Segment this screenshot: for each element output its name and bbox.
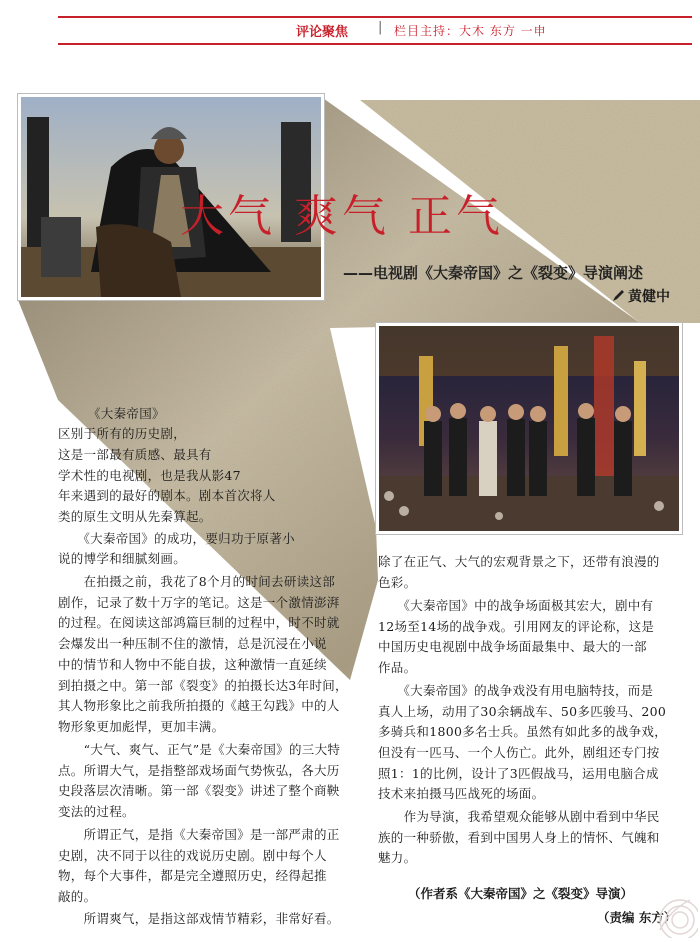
paragraph-line: 物，每个大事件，都是完全遵照历史，经得起推: [58, 868, 327, 883]
paragraph-line: 区别于所有的历史剧，: [58, 426, 187, 441]
paragraph-line: 《大秦帝国》: [88, 406, 165, 421]
paragraph-line: 除了在正气、大气的宏观背景之下，还带有浪漫的: [378, 554, 660, 569]
paragraph-line: 变法的过程。: [58, 804, 135, 819]
editor-note: （责编 东方）: [597, 910, 677, 925]
paragraph-line: 史剧，决不同于以往的戏说历史剧。剧中每个人: [58, 848, 327, 863]
paragraph-line: 其人物形象比之前我所拍摄的《越王勾践》中的人: [58, 698, 340, 713]
paragraph-line: 所谓正气，是指《大秦帝国》是一部严肃的正: [58, 827, 340, 842]
paragraph-line: 点。所谓大气，是指整部戏场面气势恢弘，各大历: [58, 763, 340, 778]
paragraph-line: 物形象更加彪悍，更加丰满。: [58, 719, 225, 734]
paragraph-line: 《大秦帝国》中的战争场面极其宏大，剧中有: [378, 598, 654, 613]
column-hosts: 栏目主持：大木 东方 一申: [394, 24, 547, 38]
author-note: （作者系《大秦帝国》之《裂变》导演）: [408, 886, 634, 901]
paragraph-line: 族的一种骄傲，看到中国男人身上的情怀、气魄和: [378, 830, 660, 845]
paragraph-line: 12场至14场的战争戏。引用网友的评论称，这是: [378, 619, 655, 634]
author-name: 黄健中: [628, 289, 670, 305]
paragraph-line: 的过程。在阅读这部鸿篇巨制的过程中，时不时就: [58, 615, 340, 630]
paragraph-line: 在拍摄之前，我花了8个月的时间去研读这部: [58, 574, 336, 589]
article-subtitle: ——电视剧《大秦帝国》之《裂变》导演阐述: [343, 264, 644, 282]
paragraph-line: 色彩。: [378, 575, 417, 590]
paragraph-line: 《大秦帝国》的战争戏没有用电脑特技，而是: [378, 683, 654, 698]
paragraph-line: 照1：1的比例，设计了3匹假战马，运用电脑合成: [378, 766, 659, 781]
paragraph-line: 学术性的电视剧，也是我从影47: [58, 468, 241, 483]
paragraph-line: 类的原生文明从先秦算起。: [58, 509, 212, 524]
paragraph-line: 到拍摄之中。第一部《裂变》的拍摄长达3年时间，: [58, 678, 348, 693]
paragraph-line: 技术来拍摄马匹战死的场面。: [378, 786, 545, 801]
paragraph-line: 中的情节和人物中不能自拔，这种激情一直延续: [58, 657, 327, 672]
photo-cast-on-stage: [376, 323, 682, 534]
column-name: 评论聚焦: [296, 25, 349, 40]
paragraph-line: 剧作，记录了数十万字的笔记。这是一个激情澎湃: [58, 595, 340, 610]
decorative-swirl-ornament: [640, 880, 698, 938]
paragraph-line: 作为导演，我希望观众能够从剧中看到中华民: [378, 809, 660, 824]
paragraph-line: 真人上场，动用了30余辆战车、50多匹骏马、200: [378, 704, 667, 719]
paragraph-line: 说的博学和细腻刻画。: [58, 551, 187, 566]
paragraph-line: 会爆发出一种压制不住的激情，总是沉浸在小说: [58, 636, 327, 651]
paragraph-line: 《大秦帝国》的成功，要归功于原著小: [58, 531, 295, 546]
paragraph-line: 年来遇到的最好的剧本。剧本首次将人: [58, 488, 276, 503]
header-separator: |: [378, 20, 383, 35]
pen-icon: [611, 289, 625, 303]
paragraph-line: 敲的。: [58, 889, 97, 904]
paragraph-line: 但没有一匹马、一个人伤亡。此外，剧组还专门按: [378, 745, 660, 760]
paragraph-line: 魅力。: [378, 850, 417, 865]
article-title: 大气 爽气 正气: [180, 191, 504, 242]
paragraph-line: 中国历史电视剧中战争场面最集中、最大的一部: [378, 639, 647, 654]
paragraph-line: 史段落层次清晰。第一部《裂变》讲述了整个商鞅: [58, 783, 340, 798]
paragraph-line: “大气、爽气、正气”是《大秦帝国》的三大特: [58, 742, 341, 757]
paragraph-line: 这是一部最有质感、最具有: [58, 447, 212, 462]
paragraph-line: 所谓爽气，是指这部戏情节精彩，非常好看。: [58, 911, 340, 926]
paragraph-line: 作品。: [378, 660, 417, 675]
paragraph-line: 多骑兵和1800多名士兵。虽然有如此多的战争戏，: [378, 724, 668, 739]
author-byline: [611, 286, 670, 306]
